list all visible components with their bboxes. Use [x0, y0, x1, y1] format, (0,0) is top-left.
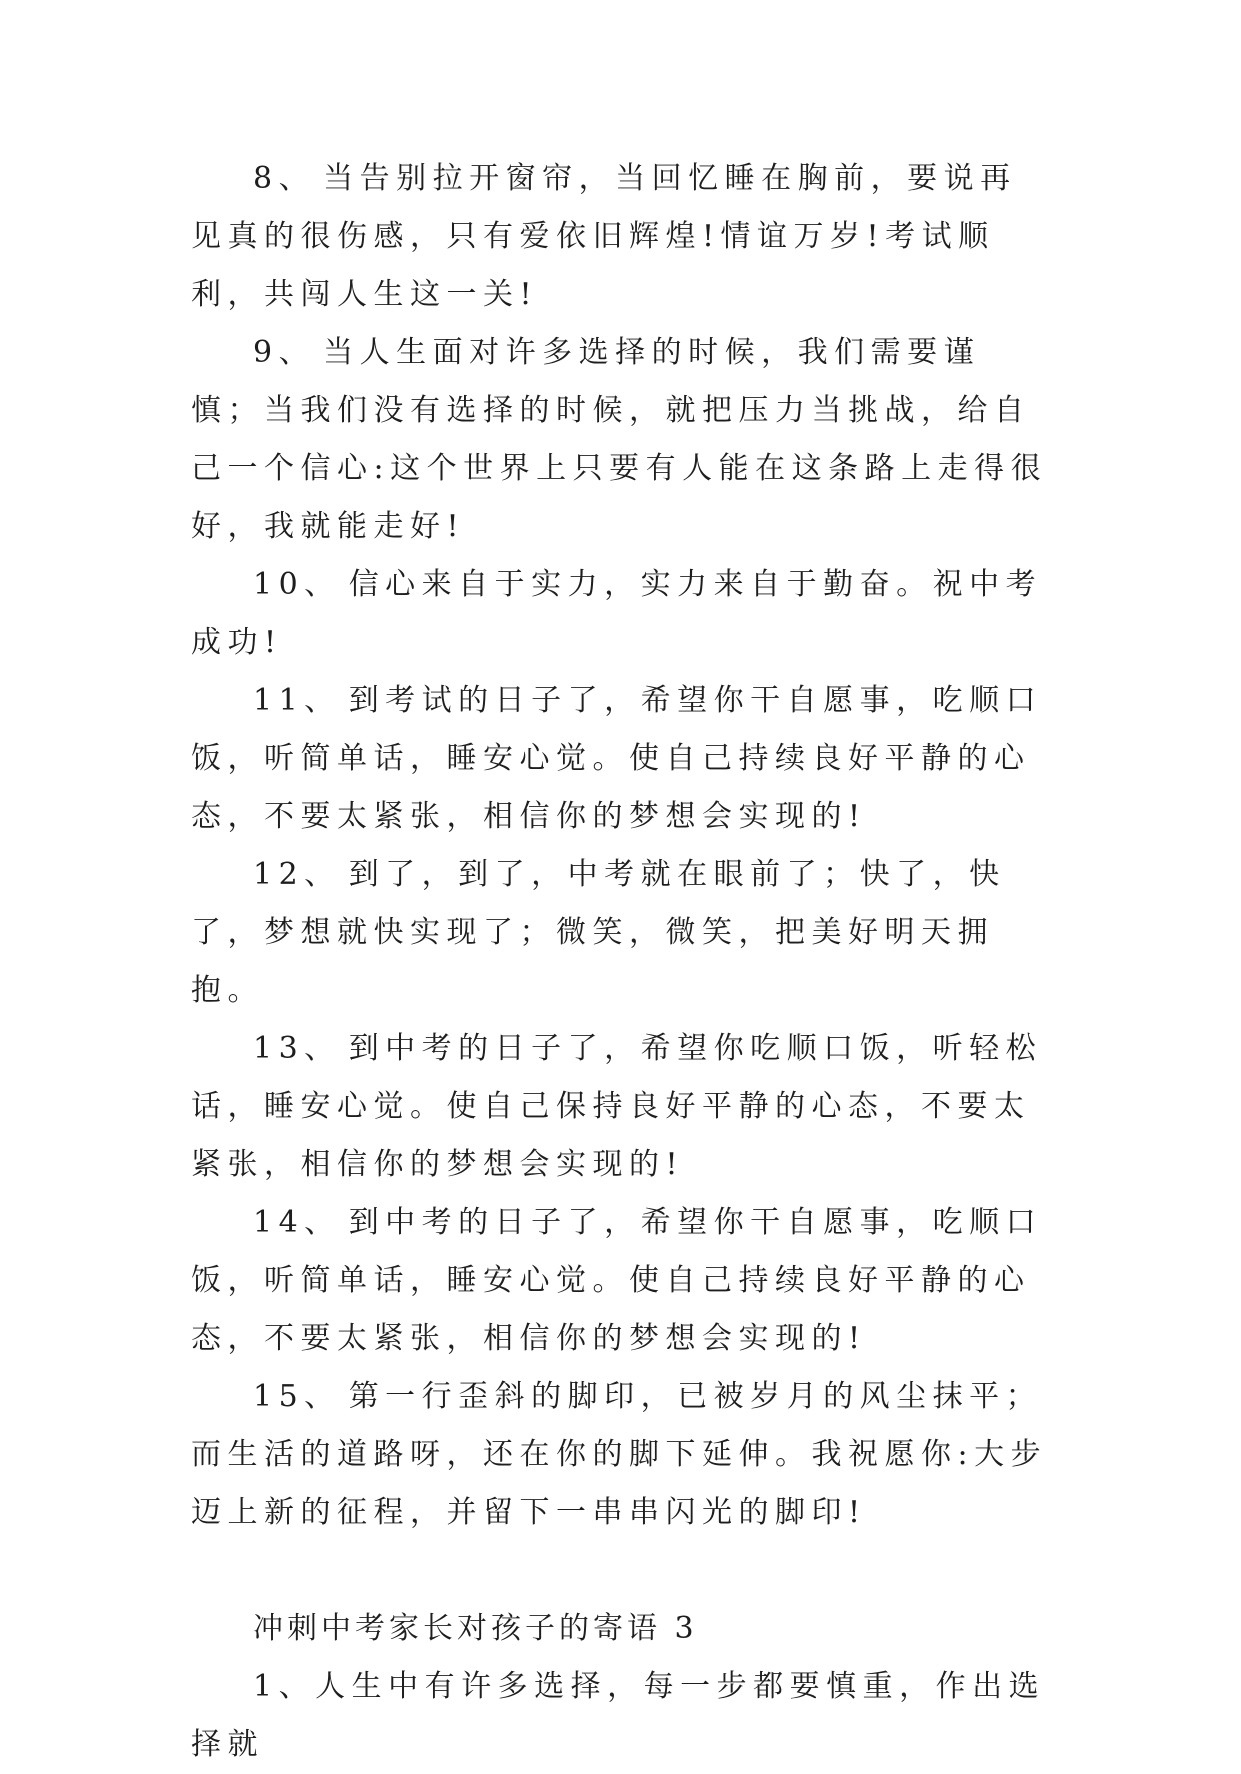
section-heading: 冲刺中考家长对孩子的寄语 3 [253, 1611, 698, 1646]
list-item-9 [191, 324, 1051, 556]
item-number: 11、 [253, 683, 341, 718]
item-text: 到中考的日子了，希望你吃顺口饭，听轻松话，睡安心觉。使自己保持良好平静的心态，不要太紧张，相信你的梦想会实现的! [191, 1031, 1043, 1182]
item-text: 当告别拉开窗帘，当回忆睡在胸前，要说再见真的很伤感，只有爱依旧辉煌!情谊万岁!考试顺利，共闯人生这一关! [191, 161, 1017, 312]
list-item-8 [191, 150, 1051, 324]
section-list-item-1 [191, 1658, 1051, 1774]
item-text: 信心来自于实力，实力来自于勤奋。祝中考成功! [191, 567, 1043, 660]
item-text: 人生中有许多选择，每一步都要慎重，作出选择就 [191, 1669, 1046, 1762]
list-item-12 [191, 846, 1051, 1020]
section-spacer [191, 1542, 1051, 1600]
item-text: 到考试的日子了，希望你干自愿事，吃顺口饭，听简单话，睡安心觉。使自己持续良好平静的心态，不要太紧张，相信你的梦想会实现的! [191, 683, 1043, 834]
item-number: 8、 [253, 161, 316, 196]
item-text: 到了，到了，中考就在眼前了；快了，快了，梦想就快实现了；微笑，微笑，把美好明天拥抱。 [191, 857, 1006, 1008]
item-number: 14、 [253, 1205, 341, 1240]
item-text: 第一行歪斜的脚印，已被岁月的风尘抹平；而生活的道路呀，还在你的脚下延伸。我祝愿你:大步迈上新的征程，并留下一串串闪光的脚印! [191, 1379, 1048, 1530]
item-number: 13、 [253, 1031, 341, 1066]
list-item-14 [191, 1194, 1051, 1368]
item-text: 到中考的日子了，希望你干自愿事，吃顺口饭，听简单话，睡安心觉。使自己持续良好平静的心态，不要太紧张，相信你的梦想会实现的! [191, 1205, 1043, 1356]
item-number: 10、 [253, 567, 341, 602]
list-item-11 [191, 672, 1051, 846]
item-text: 当人生面对许多选择的时候，我们需要谨慎；当我们没有选择的时候，就把压力当挑战，给自己一个信心:这个世界上只要有人能在这条路上走得很好，我就能走好! [191, 335, 1048, 544]
item-number: 1、 [253, 1669, 316, 1704]
list-item-10 [191, 556, 1051, 672]
document-body [191, 150, 1051, 1774]
item-number: 15、 [253, 1379, 341, 1414]
item-number: 12、 [253, 857, 341, 892]
list-item-15 [191, 1368, 1051, 1542]
list-item-13 [191, 1020, 1051, 1194]
item-number: 9、 [253, 335, 316, 370]
